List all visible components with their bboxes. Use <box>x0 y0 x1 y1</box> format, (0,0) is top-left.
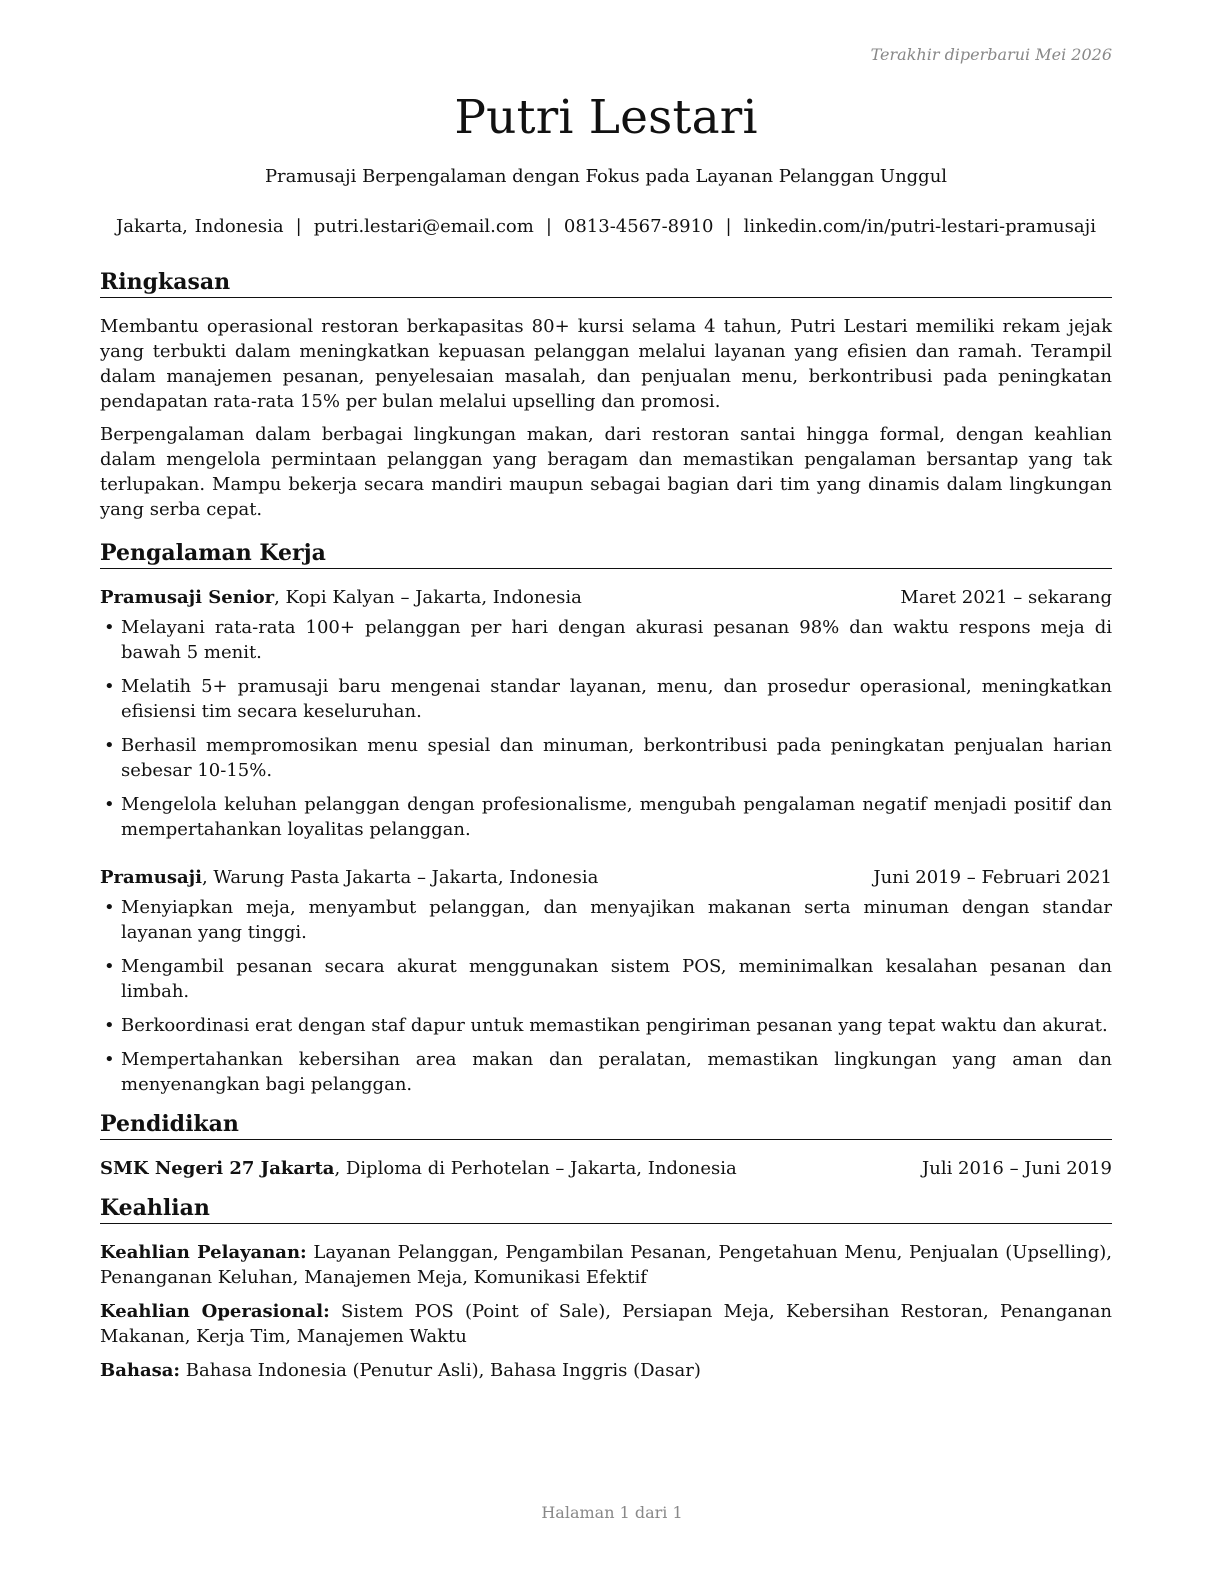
skill-text: Sistem POS (Point of Sale), Persiapan Meja, Kebersihan Restoran, Penanganan Makanan, Kerja Tim, Manajemen Waktu <box>100 1301 1113 1347</box>
summary-paragraph: Berpengalaman dalam berbagai lingkungan makan, dari restoran santai hingga formal, dengan keahlian dalam mengelola permintaan pelanggan yang beragam dan memastikan pengalaman bersantap yang tak terlupakan. Mampu bekerja secara mandiri maupun sebagai bagian dari tim yang dinamis dalam lingkungan yang serba cepat. <box>100 424 1112 520</box>
bullet-icon: • <box>104 735 115 756</box>
bullet-icon: • <box>104 676 115 697</box>
bullet-icon: • <box>104 956 115 977</box>
job-bullet-list <box>100 895 1112 1097</box>
list-item <box>100 615 1112 665</box>
section-title-education: Pendidikan <box>100 1110 1112 1140</box>
contact-email[interactable]: putri.lestari@email.com <box>313 216 534 237</box>
job-role: Pramusaji Senior <box>100 587 275 608</box>
skill-label: Bahasa: <box>100 1360 181 1381</box>
skill-text: Bahasa Indonesia (Penutur Asli), Bahasa Inggris (Dasar) <box>180 1360 701 1381</box>
skill-row <box>100 1358 1112 1383</box>
list-item-text: Melayani rata-rata 100+ pelanggan per hari dengan akurasi pesanan 98% dan waktu respons meja di bawah 5 menit. <box>121 617 1112 663</box>
contact-separator: | <box>725 216 732 237</box>
section-title-summary: Ringkasan <box>100 268 1112 298</box>
contact-separator: | <box>295 216 302 237</box>
list-item-text: Melatih 5+ pramusaji baru mengenai standar layanan, menu, dan prosedur operasional, meningkatkan efisiensi tim secara keseluruhan. <box>121 676 1112 722</box>
job-title-line <box>100 865 598 890</box>
list-item-text: Menyiapkan meja, menyambut pelanggan, dan menyajikan makanan serta minuman dengan standar layanan yang tinggi. <box>121 897 1112 943</box>
list-item-text: Mengambil pesanan secara akurat menggunakan sistem POS, meminimalkan kesalahan pesanan dan limbah. <box>121 956 1112 1002</box>
skills-list <box>100 1240 1112 1383</box>
job-bullet-list <box>100 615 1112 842</box>
contact-linkedin[interactable]: linkedin.com/in/putri-lestari-pramusaji <box>743 216 1096 237</box>
list-item <box>100 895 1112 945</box>
section-title-skills: Keahlian <box>100 1194 1112 1224</box>
contact-line <box>100 215 1112 239</box>
job-place: , Warung Pasta Jakarta – Jakarta, Indonesia <box>201 867 599 888</box>
education-detail: , Diploma di Perhotelan – Jakarta, Indonesia <box>334 1158 737 1179</box>
skill-row <box>100 1299 1112 1349</box>
list-item <box>100 1013 1112 1038</box>
education-dates: Juli 2016 – Juni 2019 <box>922 1158 1112 1179</box>
bullet-icon: • <box>104 794 115 815</box>
summary-paragraph: Membantu operasional restoran berkapasitas 80+ kursi selama 4 tahun, Putri Lestari memiliki rekam jejak yang terbukti dalam meningkatkan kepuasan pelanggan melalui layanan yang efisien dan ramah. Terampil dalam manajemen pesanan, penyelesaian masalah, dan penjualan menu, berkontribusi pada peningkatan pendapatan rata-rata 15% per bulan melalui upselling dan promosi. <box>100 316 1112 412</box>
list-item <box>100 954 1112 1004</box>
candidate-tagline: Pramusaji Berpengalaman dengan Fokus pada Layanan Pelanggan Unggul <box>264 166 948 187</box>
skill-text: Layanan Pelanggan, Pengambilan Pesanan, Pengetahuan Menu, Penjualan (Upselling), Penanganan Keluhan, Manajemen Meja, Komunikasi Efektif <box>100 1242 1112 1288</box>
list-item-text: Berkoordinasi erat dengan staf dapur untuk memastikan pengiriman pesanan yang tepat waktu dan akurat. <box>121 1015 1108 1036</box>
candidate-name: Putri Lestari <box>454 90 758 145</box>
contact-phone: 0813-4567-8910 <box>563 216 714 237</box>
list-item-text: Berhasil mempromosikan menu spesial dan minuman, berkontribusi pada peningkatan penjualan harian sebesar 10-15%. <box>121 735 1112 781</box>
bullet-icon: • <box>104 897 115 918</box>
list-item <box>100 792 1112 842</box>
skill-label: Keahlian Operasional: <box>100 1301 330 1322</box>
bullet-icon: • <box>104 1015 115 1036</box>
list-item-text: Mempertahankan kebersihan area makan dan peralatan, memastikan lingkungan yang aman dan menyenangkan bagi pelanggan. <box>121 1049 1112 1095</box>
job-place: , Kopi Kalyan – Jakarta, Indonesia <box>274 587 582 608</box>
education-line <box>100 1156 737 1181</box>
school-name: SMK Negeri 27 Jakarta <box>100 1158 335 1179</box>
section-title-experience: Pengalaman Kerja <box>100 539 1112 569</box>
bullet-icon: • <box>104 617 115 638</box>
job-dates: Maret 2021 – sekarang <box>900 587 1112 608</box>
skill-row <box>100 1240 1112 1290</box>
contact-location: Jakarta, Indonesia <box>116 216 284 237</box>
skill-label: Keahlian Pelayanan: <box>100 1242 307 1263</box>
job-dates: Juni 2019 – Februari 2021 <box>873 867 1112 888</box>
last-updated-note: Terakhir diperbarui Mei 2026 <box>870 45 1112 64</box>
page-number-footer: Halaman 1 dari 1 <box>541 1503 683 1522</box>
education-entry <box>100 1156 1112 1181</box>
bullet-icon: • <box>104 1049 115 1070</box>
list-item <box>100 733 1112 783</box>
job-header <box>100 585 1112 610</box>
list-item <box>100 1047 1112 1097</box>
contact-separator: | <box>545 216 552 237</box>
job-role: Pramusaji <box>100 867 202 888</box>
list-item-text: Mengelola keluhan pelanggan dengan profesionalisme, mengubah pengalaman negatif menjadi positif dan mempertahankan loyalitas pelanggan. <box>121 794 1112 840</box>
job-header <box>100 865 1112 890</box>
list-item <box>100 674 1112 724</box>
job-title-line <box>100 585 582 610</box>
